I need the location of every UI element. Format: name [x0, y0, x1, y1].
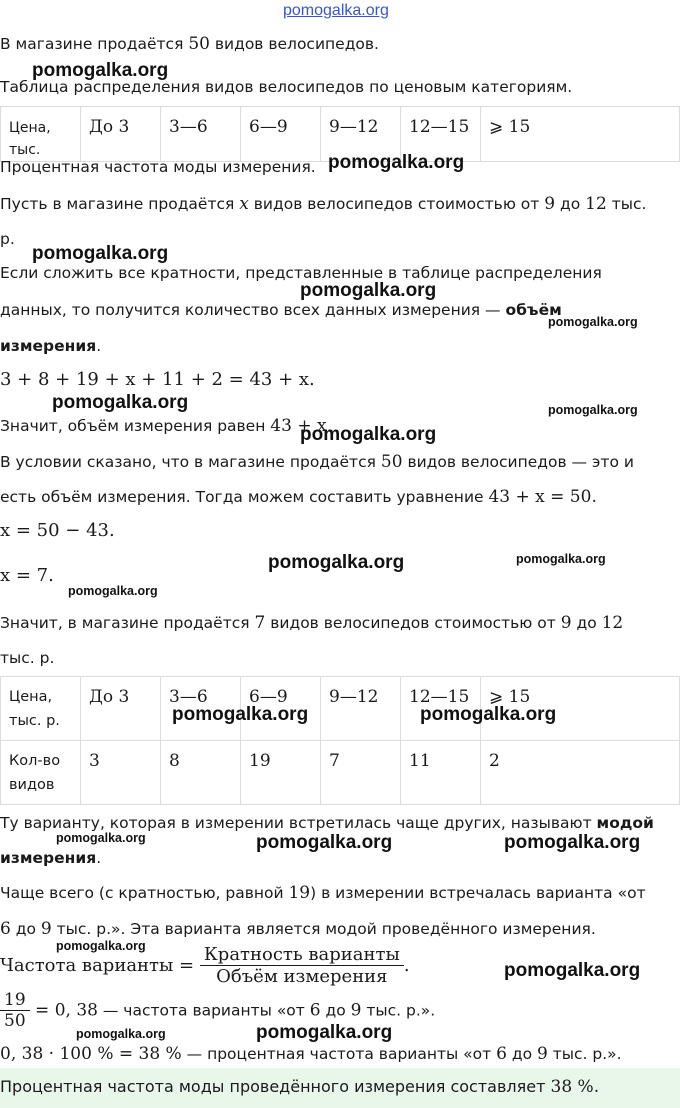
text-line-most-frequent: Чаще всего (с кратностью, равной 19) в измерении встречалась варианта «от	[0, 883, 646, 903]
text-line-equation: есть объём измерения. Тогда можем составить уравнение 43 + x = 50.	[0, 487, 597, 507]
watermark: pomogalka.org	[548, 403, 638, 417]
watermark: pomogalka.org	[300, 280, 437, 301]
table-cell: 12—15	[401, 677, 481, 741]
distribution-table-full	[0, 676, 680, 805]
table-cell: До 3	[81, 107, 161, 162]
table-cell: 9—12	[321, 107, 401, 162]
text-line-let-x-cont: р.	[0, 230, 15, 248]
table-cell: 2	[481, 741, 680, 805]
watermark: pomogalka.org	[56, 939, 146, 953]
table-cell: 12—15	[401, 107, 481, 162]
watermark: pomogalka.org	[548, 315, 638, 329]
table-cell: ⩾ 15	[481, 677, 680, 741]
fraction: $\frac{\text{Кратность варианты}}{\text{Объём измерения}}$	[200, 944, 404, 987]
answer-text: Процентная частота моды проведённого измерения составляет 38 %.	[0, 1077, 600, 1097]
text-line-mode-def-cont: измерения.	[0, 849, 102, 867]
table-cell: 11	[401, 741, 481, 805]
watermark: pomogalka.org	[76, 1027, 166, 1041]
equation-result: x = 7.	[0, 565, 54, 586]
formula-frequency: Частота варианты = $\frac{\text{Кратность варианты}}{\text{Объём измерения}}$ .	[0, 944, 410, 987]
text-line-question: Процентная частота моды измерения.	[0, 158, 316, 176]
table-header-cell: Цена, тыс.	[1, 107, 81, 162]
text-line-volume-equals: Значит, объём измерения равен 43 + x	[0, 416, 327, 436]
watermark-top-link[interactable]: pomogalka.org	[283, 2, 389, 19]
table-cell: 9—12	[321, 677, 401, 741]
watermark: pomogalka.org	[32, 60, 169, 81]
equation-sum: 3 + 8 + 19 + x + 11 + 2 = 43 + x.	[0, 369, 315, 390]
watermark: pomogalka.org	[32, 243, 169, 264]
text-line-volume-cont: измерения.	[0, 337, 102, 355]
watermark: pomogalka.org	[256, 832, 393, 853]
watermark: pomogalka.org	[504, 960, 641, 981]
watermark: pomogalka.org	[52, 392, 189, 413]
watermark: pomogalka.org	[56, 831, 146, 845]
table-cell: До 3	[81, 677, 161, 741]
table-row	[1, 741, 680, 805]
table-cell: 19	[241, 741, 321, 805]
watermark: pomogalka.org	[268, 552, 405, 573]
watermark: pomogalka.org	[504, 832, 641, 853]
fraction: $\frac{19}{50}$	[0, 990, 30, 1031]
table-cell: 6—9	[241, 677, 321, 741]
watermark: pomogalka.org	[68, 584, 158, 598]
text-line-table-caption: Таблица распределения видов велосипедов по ценовым категориям.	[0, 78, 573, 96]
table-row	[1, 677, 680, 741]
table-cell: 6—9	[241, 107, 321, 162]
watermark: pomogalka.org	[516, 552, 606, 566]
answer-box	[0, 1068, 680, 1108]
text-line-volume: данных, то получится количество всех данных измерения — объём	[0, 301, 562, 319]
table-header-cell: Цена, тыс. р.	[1, 677, 81, 741]
table-cell: 8	[161, 741, 241, 805]
text-line-conclusion-cont: тыс. р.	[0, 649, 55, 667]
text-line-mode-variant: 6 до 9 тыс. р.». Эта варианта является модой проведённого измерения.	[0, 919, 596, 939]
text-line-condition: В условии сказано, что в магазине продаётся 50 видов велосипедов — это и	[0, 452, 634, 472]
text-line-intro: В магазине продаётся 50 видов велосипедов.	[0, 34, 379, 54]
text-line-let-x: Пусть в магазине продаётся x видов велосипедов стоимостью от 9 до 12 тыс.	[0, 194, 647, 214]
table-cell: ⩾ 15	[481, 107, 680, 162]
text-line-percent-calc: 0, 38 · 100 % = 38 % — процентная частота варианты «от 6 до 9 тыс. р.».	[0, 1044, 622, 1064]
text-line-sum: Если сложить все кратности, представленные в таблице распределения	[0, 264, 602, 282]
equation-subtract: x = 50 − 43.	[0, 520, 115, 541]
watermark: pomogalka.org	[172, 704, 309, 725]
watermark: pomogalka.org	[300, 424, 437, 445]
table-cell: 7	[321, 741, 401, 805]
table-cell: 3—6	[161, 107, 241, 162]
text-line-mode-def: Ту варианту, которая в измерении встретилась чаще других, называют модой	[0, 814, 654, 832]
text-line-conclusion: Значит, в магазине продаётся 7 видов велосипедов стоимостью от 9 до 12	[0, 613, 624, 633]
watermark: pomogalka.org	[256, 1022, 393, 1043]
table-cell: 3	[81, 741, 161, 805]
table-cell: 3—6	[161, 677, 241, 741]
watermark: pomogalka.org	[328, 152, 465, 173]
text-line-frequency-calc: $\frac{19}{50}$ = 0, 38 — частота варианты «от 6 до 9 тыс. р.».	[0, 990, 435, 1031]
watermark: pomogalka.org	[420, 704, 557, 725]
table-row-label: Кол-во видов	[1, 741, 81, 805]
